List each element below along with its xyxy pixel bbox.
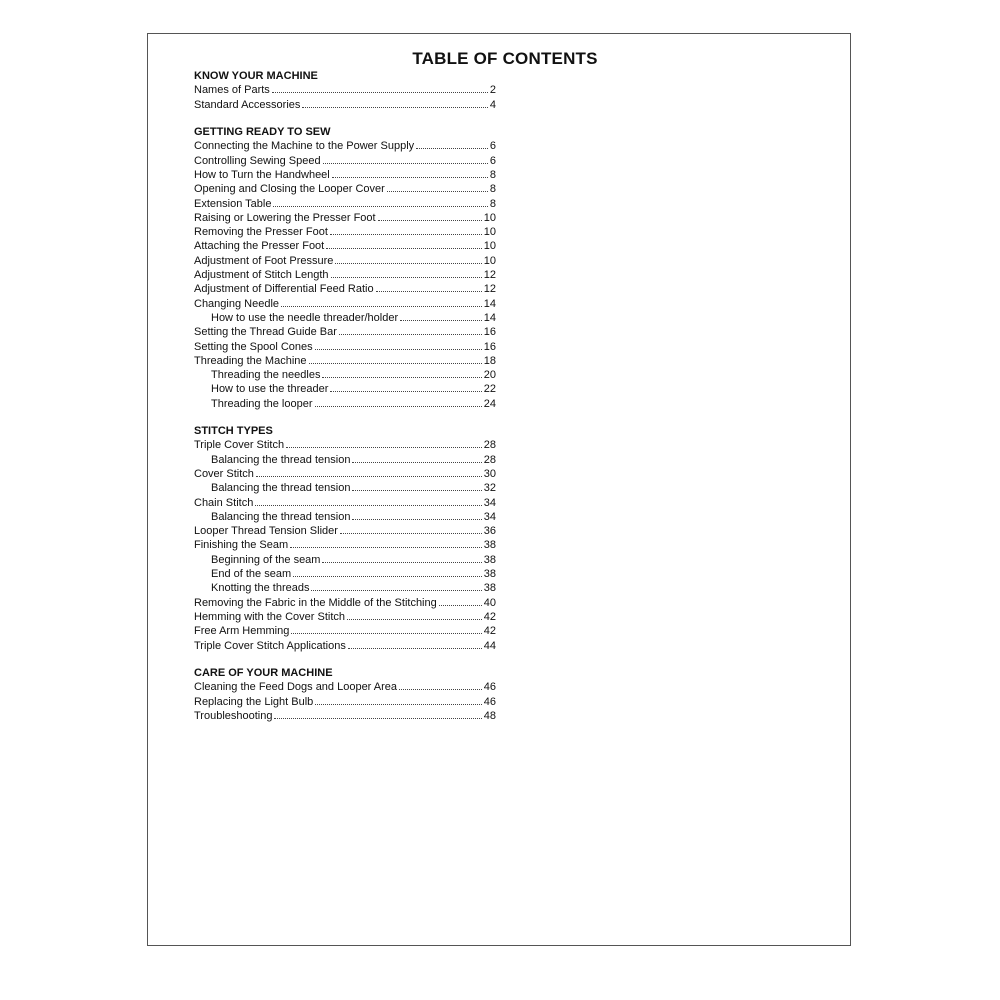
entry-page-number: 42 — [483, 625, 496, 638]
dot-leader — [273, 197, 487, 207]
toc-entry — [194, 496, 496, 510]
toc-entry — [194, 83, 496, 97]
dot-leader — [272, 83, 488, 93]
entry-page-number: 24 — [483, 397, 496, 410]
dot-leader — [332, 168, 488, 178]
dot-leader — [399, 680, 482, 690]
toc-subentry — [194, 382, 496, 396]
dot-leader — [315, 340, 482, 350]
toc-entry — [194, 225, 496, 239]
entry-label: Balancing the thread tension — [211, 482, 351, 495]
section-heading: GETTING READY TO SEW — [194, 125, 331, 138]
toc-entry — [194, 610, 496, 624]
entry-page-number: 10 — [483, 240, 496, 253]
entry-page-number: 44 — [483, 639, 496, 652]
dot-leader — [439, 596, 482, 606]
entry-page-number: 12 — [483, 283, 496, 296]
entry-label: Adjustment of Differential Feed Ratio — [194, 283, 374, 296]
toc-section — [194, 69, 496, 112]
toc-entry — [194, 354, 496, 368]
entry-page-number: 18 — [483, 354, 496, 367]
toc-entry — [194, 680, 496, 694]
dot-leader — [286, 438, 482, 448]
toc-section — [194, 666, 496, 723]
toc-subentry — [194, 553, 496, 567]
dot-leader — [352, 510, 481, 520]
dot-leader — [352, 481, 481, 491]
entry-page-number: 46 — [483, 681, 496, 694]
dot-leader — [323, 154, 488, 164]
entry-label: Names of Parts — [194, 84, 270, 97]
entry-page-number: 4 — [489, 98, 496, 111]
entry-label: Removing the Presser Foot — [194, 226, 328, 239]
entry-label: How to use the needle threader/holder — [211, 311, 399, 324]
toc-entry — [194, 168, 496, 182]
toc-entry — [194, 282, 496, 296]
entry-label: Raising or Lowering the Presser Foot — [194, 211, 376, 224]
entry-label: Balancing the thread tension — [211, 510, 351, 523]
dot-leader — [315, 397, 482, 407]
entry-page-number: 12 — [483, 269, 496, 282]
entry-label: Controlling Sewing Speed — [194, 154, 321, 167]
entry-page-number: 6 — [489, 154, 496, 167]
dot-leader — [400, 311, 482, 321]
entry-label: Hemming with the Cover Stitch — [194, 610, 345, 623]
entry-label: Cover Stitch — [194, 468, 254, 480]
toc-entry — [194, 624, 496, 638]
entry-label: Balancing the thread tension — [211, 453, 351, 466]
entry-label: Replacing the Light Bulb — [194, 695, 314, 708]
entry-page-number: 36 — [483, 525, 496, 538]
toc-entry — [194, 639, 496, 653]
toc-entry — [194, 297, 496, 311]
entry-label: Cleaning the Feed Dogs and Looper Area — [194, 681, 398, 694]
entry-label: Setting the Spool Cones — [194, 340, 313, 353]
toc-entry — [194, 467, 496, 481]
toc-entry — [194, 596, 496, 610]
entry-page-number: 34 — [483, 496, 496, 509]
page-title: TABLE OF CONTENTS — [412, 49, 598, 68]
dot-leader — [322, 368, 481, 378]
dot-leader — [255, 496, 481, 506]
dot-leader — [302, 98, 487, 108]
dot-leader — [378, 211, 482, 221]
entry-page-number: 48 — [483, 709, 496, 722]
entry-page-number: 38 — [483, 568, 496, 581]
entry-label: End of the seam — [211, 568, 292, 581]
dot-leader — [347, 610, 482, 620]
entry-page-number: 16 — [483, 326, 496, 339]
dot-leader — [290, 538, 482, 548]
entry-page-number: 6 — [489, 140, 496, 153]
dot-leader — [331, 268, 482, 278]
entry-label: Adjustment of Stitch Length — [194, 269, 329, 282]
entry-label: Finishing the Seam — [194, 539, 289, 552]
toc-subentry — [194, 368, 496, 382]
toc-entry — [194, 340, 496, 354]
toc-subentry — [194, 453, 496, 467]
entry-page-number: 10 — [483, 254, 496, 267]
toc-entry — [194, 154, 496, 168]
entry-page-number: 38 — [483, 539, 496, 552]
entry-page-number: 38 — [483, 582, 496, 595]
entry-label: Standard Accessories — [194, 98, 301, 111]
entry-page-number: 14 — [483, 311, 496, 324]
toc-entry — [194, 709, 496, 723]
dot-leader — [281, 297, 482, 307]
toc-entry — [194, 325, 496, 339]
entry-page-number: 8 — [489, 183, 496, 196]
document-page — [147, 33, 851, 946]
dot-leader — [352, 453, 481, 463]
dot-leader — [376, 282, 482, 292]
dot-leader — [340, 524, 482, 534]
dot-leader — [291, 624, 481, 634]
dot-leader — [335, 254, 481, 264]
entry-page-number: 16 — [483, 340, 496, 353]
toc-entry — [194, 211, 496, 225]
entry-label: Knotting the threads — [211, 582, 310, 595]
entry-label: Troubleshooting — [194, 709, 273, 722]
entry-label: Changing Needle — [194, 297, 280, 310]
toc-entry — [194, 538, 496, 552]
toc-entry — [194, 254, 496, 268]
entry-label: Threading the Machine — [194, 354, 307, 367]
entry-page-number: 2 — [489, 84, 496, 97]
dot-leader — [293, 567, 482, 577]
toc-entry — [194, 695, 496, 709]
entry-page-number: 30 — [483, 468, 496, 480]
toc-entry — [194, 268, 496, 282]
toc-subentry — [194, 311, 496, 325]
entry-page-number: 28 — [483, 453, 496, 466]
dot-leader — [322, 553, 481, 563]
entry-page-number: 8 — [489, 197, 496, 210]
entry-label: Chain Stitch — [194, 496, 254, 509]
entry-label: Beginning of the seam — [211, 553, 321, 566]
entry-label: Setting the Thread Guide Bar — [194, 326, 337, 339]
entry-page-number: 10 — [483, 211, 496, 224]
dot-leader — [416, 139, 488, 149]
entry-label: Threading the looper — [211, 397, 313, 410]
toc-section — [194, 424, 496, 653]
entry-page-number: 22 — [483, 383, 496, 396]
toc-subentry — [194, 481, 496, 495]
toc-section — [194, 125, 496, 411]
section-heading: KNOW YOUR MACHINE — [194, 70, 318, 82]
toc-subentry — [194, 567, 496, 581]
toc-subentry — [194, 510, 496, 524]
toc-subentry — [194, 581, 496, 595]
toc-entry — [194, 197, 496, 211]
entry-label: Triple Cover Stitch — [194, 439, 285, 452]
dot-leader — [387, 182, 488, 192]
entry-label: How to Turn the Handwheel — [194, 168, 330, 181]
entry-label: Removing the Fabric in the Middle of the Stitching — [194, 596, 437, 609]
dot-leader — [348, 639, 482, 649]
dot-leader — [274, 709, 481, 719]
dot-leader — [315, 695, 482, 705]
entry-page-number: 34 — [483, 510, 496, 523]
toc-subentry — [194, 397, 496, 411]
dot-leader — [309, 354, 482, 364]
toc-entry — [194, 98, 496, 112]
entry-label: Attaching the Presser Foot — [194, 240, 325, 253]
entry-page-number: 8 — [489, 168, 496, 181]
entry-label: Opening and Closing the Looper Cover — [194, 183, 385, 196]
section-heading: CARE OF YOUR MACHINE — [194, 666, 333, 679]
entry-label: Connecting the Machine to the Power Supply — [194, 140, 415, 153]
entry-page-number: 42 — [483, 610, 496, 623]
entry-label: Free Arm Hemming — [194, 625, 290, 638]
entry-page-number: 46 — [483, 695, 496, 708]
dot-leader — [330, 225, 482, 235]
entry-page-number: 40 — [483, 596, 496, 609]
entry-page-number: 20 — [483, 369, 496, 382]
entry-label: Looper Thread Tension Slider — [194, 525, 338, 538]
toc-entry — [194, 239, 496, 253]
entry-page-number: 32 — [483, 482, 496, 495]
entry-label: Triple Cover Stitch Applications — [194, 639, 346, 652]
table-of-contents — [194, 69, 496, 736]
dot-leader — [256, 467, 482, 477]
entry-page-number: 38 — [483, 553, 496, 566]
toc-entry — [194, 139, 496, 153]
entry-label: How to use the threader — [211, 383, 329, 396]
section-heading: STITCH TYPES — [194, 425, 273, 438]
dot-leader — [311, 581, 481, 591]
toc-entry — [194, 438, 496, 452]
dot-leader — [339, 325, 482, 335]
entry-label: Threading the needles — [211, 369, 321, 382]
entry-page-number: 28 — [483, 439, 496, 452]
toc-entry — [194, 182, 496, 196]
entry-page-number: 14 — [483, 297, 496, 310]
entry-label: Adjustment of Foot Pressure — [194, 254, 334, 267]
entry-label: Extension Table — [194, 197, 272, 210]
entry-page-number: 10 — [483, 226, 496, 239]
dot-leader — [330, 382, 481, 392]
toc-entry — [194, 524, 496, 538]
dot-leader — [326, 239, 482, 249]
